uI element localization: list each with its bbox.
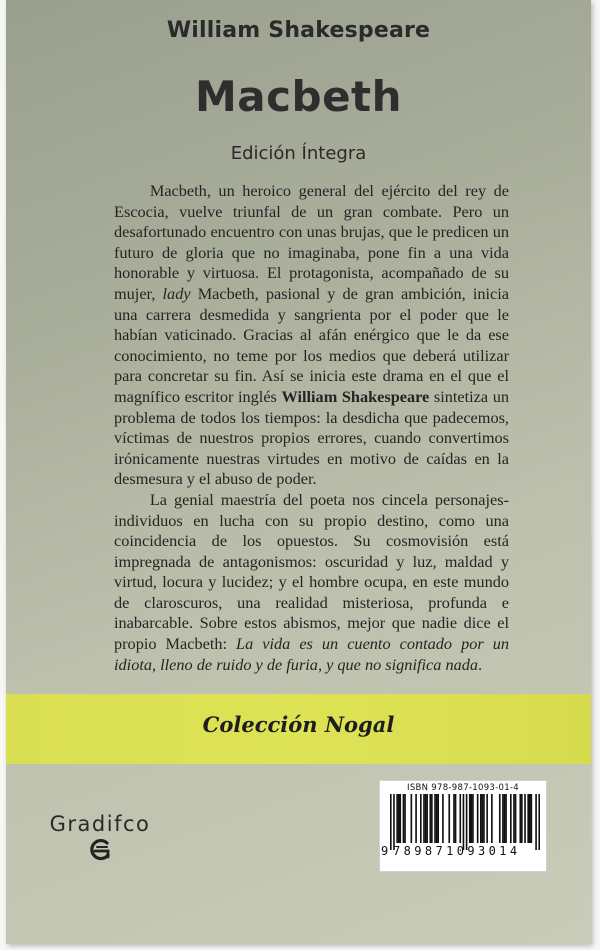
barcode-bar [466, 794, 468, 850]
edition-subtitle: Edición Íntegra [230, 143, 367, 164]
barcode-bar [453, 794, 455, 843]
barcode-first-digit: 9 [381, 844, 389, 858]
barcode-bar [471, 794, 473, 843]
barcode-bar [393, 794, 395, 850]
synopsis [114, 181, 509, 675]
barcode-bar [480, 794, 482, 843]
barcode-bar [423, 794, 425, 843]
gradifco-g-logo-icon [88, 838, 112, 864]
barcode-bar [531, 794, 533, 843]
barcode-bar [415, 794, 417, 843]
barcode-bar [477, 794, 479, 843]
barcode-bar [436, 794, 438, 843]
collection-band [6, 694, 591, 764]
synopsis-text: Macbeth, pasional y de gran ambición, inicia una carrera desmedida y sangrienta por el poder que le habían vaticinado. Gracias al afán enérgico que le da ese conocimiento, no teme por los medios que deberá utilizar para concretar su fin. Así se inicia este drama en el que el magnífico escritor inglés [114, 283, 509, 406]
synopsis-paragraph-2 [114, 490, 509, 675]
barcode-bar [463, 794, 465, 850]
isbn-label: ISBN 978-987-1093-01-4 [407, 783, 519, 793]
barcode-bar [524, 794, 526, 843]
synopsis-text: Macbeth, un heroico general del ejército del rey de Escocia, vuelve triunfal de un gran combate. Pero un desafortunado encuentro con unas brujas, que le predicen un futuro de gloria que no imaginaba, pone fin a una vida honorable y virtuosa. El protagonista, acompañado de su mujer, [114, 181, 509, 303]
synopsis-paragraph-1 [114, 181, 509, 490]
barcode-bars [390, 794, 540, 850]
barcode-bar [425, 794, 427, 843]
publisher-name: Gradifco [49, 812, 151, 836]
barcode-bar [420, 794, 422, 843]
synopsis-quote: La vida es un cuento contado por un idiota, lleno de ruido y de furia, y que no significa nada [114, 634, 510, 674]
barcode-bar [437, 794, 439, 843]
barcode-bar [472, 794, 474, 843]
barcode-bar [398, 794, 400, 843]
barcode-bar [459, 794, 461, 843]
book-title: Macbeth [194, 72, 403, 121]
barcode-bar [429, 794, 431, 843]
barcode-bar [505, 794, 507, 843]
barcode-bar [482, 794, 484, 843]
barcode-bar [448, 794, 450, 843]
barcode-bar [502, 794, 504, 843]
barcode [379, 780, 547, 872]
barcode-bar [483, 794, 485, 843]
barcode-bar [486, 794, 488, 843]
barcode-bar [529, 794, 531, 843]
barcode-bar [510, 794, 512, 843]
barcode-bar [396, 794, 398, 843]
barcode-bar [442, 794, 444, 843]
barcode-bar [513, 794, 515, 843]
barcode-bar [469, 794, 471, 843]
barcode-bar [521, 794, 523, 843]
barcode-bar [426, 794, 428, 843]
publisher-block [38, 812, 162, 864]
synopsis-text: sintetiza un problema de todos los tiempos: la desdicha que padecemos, víctimas de nuestros propios errores, cuando convertimos irónicamente nuestras virtudes en motivo de caídas en la desmesura y el abuso de poder. [114, 386, 509, 489]
barcode-digits: 789871093014 [393, 844, 521, 858]
synopsis-text: La genial maestría del poeta nos cincela personajes-individuos en lucha con su propio destino, como una coincidencia de los opuestos. Su cosmovisión está impregnada de antagonismos: oscuridad y luz, maldad y virtud, locura y lucidez; y el hombre ocupa, en este mundo de claroscuros, una realidad misteriosa, profunda e inabarcable. Sobre estos abismos, mejor que nadie dice el propio Macbeth: [114, 489, 509, 654]
barcode-bar [455, 794, 457, 843]
barcode-bar [504, 794, 506, 843]
barcode-bar [491, 794, 493, 843]
author-name: William Shakespeare [166, 18, 431, 43]
synopsis-bold-author: William Shakespeare [281, 386, 430, 406]
barcode-bar [527, 794, 529, 843]
synopsis-italic-text: lady [162, 283, 191, 303]
back-cover [6, 0, 591, 944]
synopsis-text: . [478, 654, 483, 674]
barcode-bar [399, 794, 401, 843]
barcode-bar [434, 794, 436, 843]
barcode-bar [403, 794, 405, 843]
barcode-bar [515, 794, 517, 843]
barcode-bar [404, 794, 406, 843]
barcode-bar [431, 794, 433, 843]
collection-name: Colección Nogal [202, 712, 395, 737]
barcode-bar [411, 794, 413, 843]
barcode-bar [538, 794, 540, 850]
barcode-bar [535, 794, 537, 850]
barcode-bar [519, 794, 521, 843]
barcode-bar [390, 794, 392, 850]
barcode-bar [499, 794, 501, 843]
